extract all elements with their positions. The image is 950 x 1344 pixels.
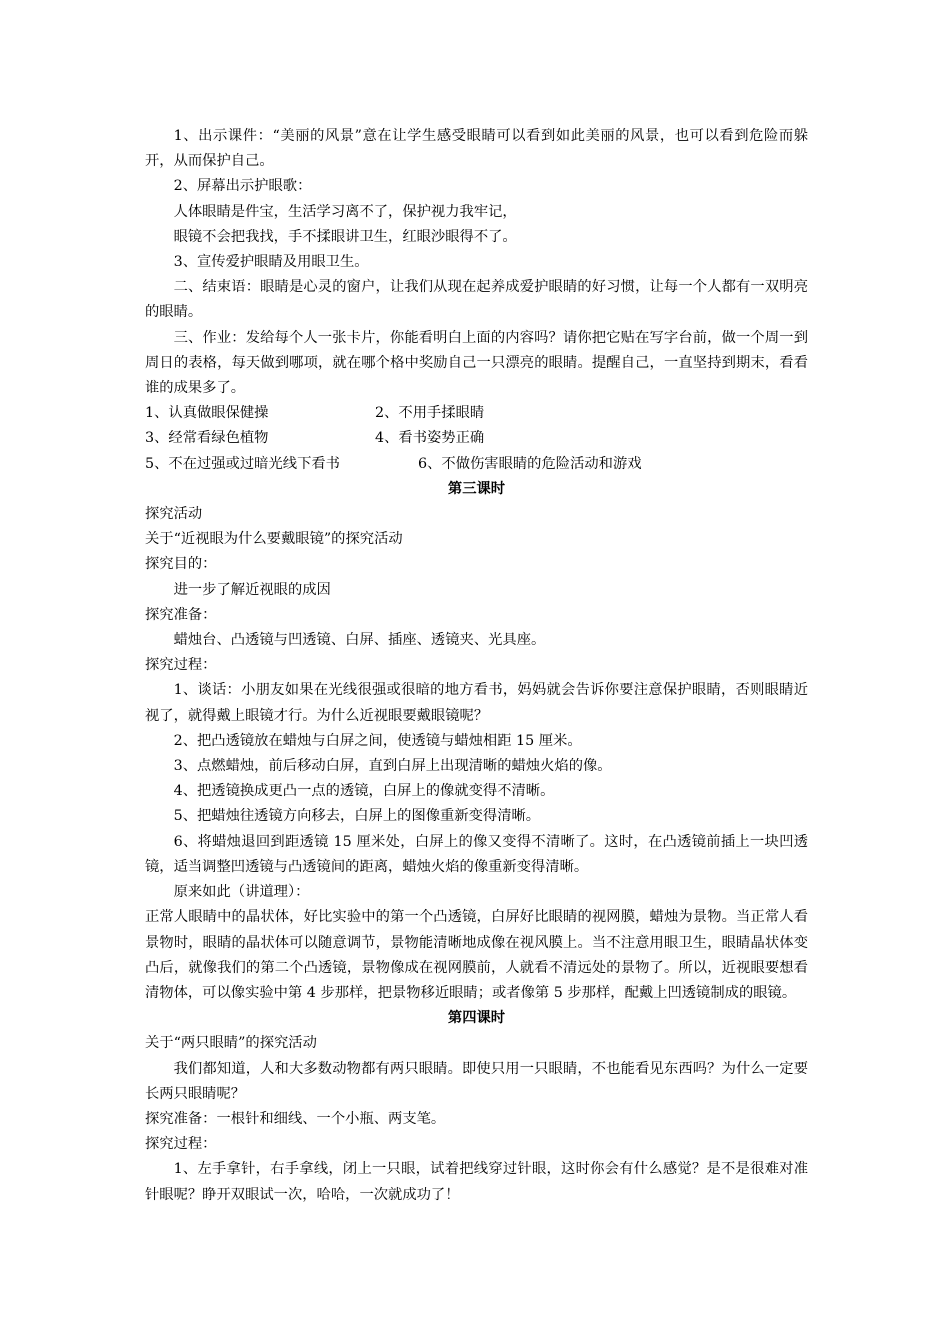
lesson3-step-2: 2、把凸透镜放在蜡烛与白屏之间，使透镜与蜡烛相距 15 厘米。: [173, 732, 582, 749]
eye-song-line-2: 眼镜不会把我找，手不揉眼讲卫生，红眼沙眼得不了。: [173, 228, 517, 245]
lesson3-purpose: 进一步了解近视眼的成因: [173, 581, 331, 598]
lesson3-step-4: 4、把透镜换成更凸一点的透镜，白屏上的像就变得不清晰。: [173, 783, 555, 800]
lesson4-activity-name: 关于“两只眼睛”的探究活动: [145, 1035, 317, 1052]
card-item-1: 1、认真做眼保健操: [145, 405, 269, 422]
paragraph-closing-words: 二、结束语：眼睛是心灵的窗户，让我们从现在起养成爱护眼睛的好习惯，让每一个人都有一双明亮的眼睛。: [145, 279, 808, 321]
lesson3-prep: 蜡烛台、凸透镜与凹透镜、白屏、插座、透镜夹、光具座。: [173, 632, 546, 649]
lesson3-step-5: 5、把蜡烛往透镜方向移去，白屏上的图像重新变得清晰。: [173, 808, 541, 825]
paragraph-courseware: 1、出示课件：“美丽的风景”意在让学生感受眼睛可以看到如此美丽的风景，也可以看到危险而躲开，从而保护自己。: [145, 128, 808, 170]
lesson3-reason: 正常人眼睛中的晶状体，好比实验中的第一个凸透镜，白屏好比眼睛的视网膜，蜡烛为景物。当正常人看景物时，眼睛的晶状体可以随意调节，景物能清晰地成像在视风膜上。当不注意用眼卫生，眼睛晶状体变凸后，就像我们的第二个凸透镜，景物像成在视网膜前，人就看不清远处的景物了。所以，近视眼要想看清物体，可以像实验中第 4 步那样，把景物移近眼睛；或者像第 5 步那样，配戴上凹透镜制成的眼镜。: [145, 909, 808, 1001]
eye-song-line-1: 人体眼睛是件宝，生活学习离不了，保护视力我牢记，: [173, 203, 517, 220]
paragraph-eye-song-title: 2、屏幕出示护眼歌：: [173, 178, 312, 195]
lesson3-step-6: 6、将蜡烛退回到距透镜 15 厘米处，白屏上的像又变得不清晰了。这时，在凸透镜前插上一块凹透镜，适当调整凹透镜与凸透镜间的距离，蜡烛火焰的像重新变得清晰。: [145, 833, 808, 875]
card-row-1: [145, 401, 808, 426]
lesson3-activity-name: 关于“近视眼为什么要戴眼镜”的探究活动: [145, 531, 403, 548]
card-item-4: 4、看书姿势正确: [375, 430, 485, 447]
lesson3-activity-label: 探究活动: [145, 506, 203, 523]
lesson4-step-1: 1、左手拿针，右手拿线，闭上一只眼，试着把线穿过针眼，这时你会有什么感觉？是不是很难对准针眼呢？睁开双眼试一次，哈哈，一次就成功了！: [145, 1161, 808, 1203]
card-row-2: [145, 426, 808, 451]
lesson3-purpose-label: 探究目的：: [145, 556, 217, 573]
lesson3-heading: 第三课时: [447, 480, 506, 497]
lesson3-process-label: 探究过程：: [145, 657, 217, 674]
paragraph-homework: 三、作业：发给每个人一张卡片，你能看明白上面的内容吗？请你把它贴在写字台前，做一个周一到周日的表格，每天做到哪项，就在哪个格中奖励自己一只漂亮的眼睛。提醒自己，一直坚持到期末，看看谁的成果多了。: [145, 329, 808, 397]
card-item-5: 5、不在过强或过暗光线下看书: [145, 455, 340, 472]
lesson3-step-3: 3、点燃蜡烛，前后移动白屏，直到白屏上出现清晰的蜡烛火焰的像。: [173, 758, 612, 775]
card-item-2: 2、不用手揉眼睛: [375, 405, 485, 422]
paragraph-promote-hygiene: 3、宣传爱护眼睛及用眼卫生。: [173, 254, 369, 271]
lesson4-heading: 第四课时: [447, 1010, 506, 1027]
card-row-3: [145, 452, 808, 477]
lesson4-intro: 我们都知道，人和大多数动物都有两只眼睛。即使只用一只眼睛，不也能看见东西吗？为什么一定要长两只眼睛呢？: [145, 1060, 808, 1102]
lesson3-prep-label: 探究准备：: [145, 606, 217, 623]
lesson3-step-1: 1、谈话：小朋友如果在光线很强或很暗的地方看书，妈妈就会告诉你要注意保护眼睛，否则眼睛近视了，就得戴上眼镜才行。为什么近视眼要戴眼镜呢？: [145, 682, 808, 724]
card-item-6: 6、不做伤害眼睛的危险活动和游戏: [418, 455, 642, 472]
lesson3-reason-label: 原来如此（讲道理）：: [173, 884, 310, 901]
document-page: [145, 124, 808, 1208]
card-item-3: 3、经常看绿色植物: [145, 430, 269, 447]
lesson4-process-label: 探究过程：: [145, 1136, 217, 1153]
lesson4-prep: 探究准备：一根针和细线、一个小瓶、两支笔。: [145, 1110, 446, 1127]
